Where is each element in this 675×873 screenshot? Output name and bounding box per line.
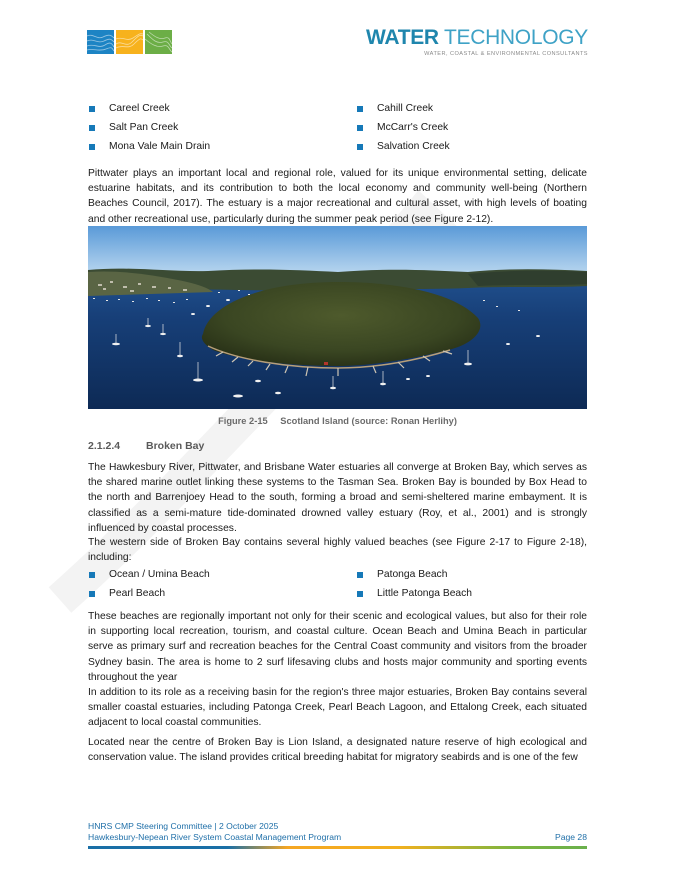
company-logo-mark [87,30,172,54]
logo-square-yellow [116,30,143,54]
page-number: Page 28 [554,831,587,842]
list-item: Careel Creek [88,101,356,116]
footer-committee-date: HNRS CMP Steering Committee | 2 October 2025 [88,821,279,831]
figure-number: Figure 2-15 [218,416,268,426]
section-title: Broken Bay [146,440,205,452]
list-item: Mona Vale Main Drain [88,139,356,154]
list-item: Ocean / Umina Beach [88,567,356,582]
paragraph-broken-bay-intro: The Hawkesbury River, Pittwater, and Brisbane Water estuaries all converge at Broken Bay, which serves as the shared marine outlet linking these systems to the Tasman Sea. Broken Bay is bounded by Box Head to the north and Barrenjoey Head to the south, forming a broad and semi-sheltered marine embayment. It is classified as a semi-mature tide-dominated drowned valley estuary (Roy, et al., 2001) and is strongly influenced by coastal processes. [88,462,587,534]
footer-color-bar [88,846,587,849]
list-item: Salt Pan Creek [88,120,356,135]
company-wordmark [366,27,588,57]
beaches-bullet-list [88,567,587,601]
bullet-square-icon [89,591,95,597]
bullet-square-icon [357,591,363,597]
list-item: Pearl Beach [88,586,356,601]
brand-name-light: TECHNOLOGY [443,26,588,49]
footer-document-title: Hawkesbury-Nepean River System Coastal Management Program [88,831,342,842]
list-item: Cahill Creek [356,101,587,116]
figure-caption [88,416,587,426]
list-item: Salvation Creek [356,139,587,154]
list-item: Patonga Beach [356,567,587,582]
bullet-square-icon [89,125,95,131]
paragraph-beaches-importance: These beaches are regionally important not only for their scenic and ecological values, but also for their role in supporting local recreation, tourism, and coastal culture. Ocean Beach and Umina Beach in particular serve as primary surf and recreation beaches for the Central Coast community and visitors from the broader Sydney basin. The area is home to 2 surf lifesaving clubs and hosts major community and sporting events throughout the year [88,611,587,683]
paragraph-lion-island: Located near the centre of Broken Bay is Lion Island, a designated nature reserve of high ecological and conservation value. The island provides critical breeding habitat for migratory seabirds and is one of the few [88,737,587,764]
bullet-square-icon [357,144,363,150]
paragraph-smaller-estuaries: In addition to its role as a receiving basin for the region's three major estuaries, Broken Bay contains several smaller coastal estuaries, including Patonga Creek, Pearl Beach Lagoon, and Ettalong Creek, each situated adjacent to local coastal communities. [88,687,587,729]
bullet-square-icon [357,106,363,112]
page-footer [88,821,587,842]
bullet-square-icon [89,144,95,150]
section-heading [88,440,204,452]
bullet-square-icon [89,572,95,578]
figure-scotland-island-photo [88,226,587,409]
bullet-square-icon [357,572,363,578]
brand-name-bold: WATER [366,26,439,49]
brand-tagline: WATER, COASTAL & ENVIRONMENTAL CONSULTANTS [424,51,588,57]
logo-square-green [145,30,172,54]
figure-caption-text: Scotland Island (source: Ronan Herlihy) [280,416,457,426]
paragraph-pittwater: Pittwater plays an important local and regional role, valued for its unique environmental setting, delicate estuarine habitats, and its contribution to both the local economy and community well-being (Northern Beaches Council, 2017). The estuary is a major recreational and cultural asset, with high levels of boating and other recreational use, particularly during the summer peak period (see Figure 2-12). [88,168,587,225]
section-number: 2.1.2.4 [88,440,121,452]
bullet-square-icon [357,125,363,131]
creeks-bullet-list [88,101,587,155]
paragraph-western-side: The western side of Broken Bay contains several highly valued beaches (see Figure 2-17 to Figure 2-18), including: [88,537,587,564]
logo-square-blue [87,30,114,54]
list-item: McCarr's Creek [356,120,587,135]
aerial-photo-image [88,226,587,409]
list-item: Little Patonga Beach [356,586,587,601]
bullet-square-icon [89,106,95,112]
